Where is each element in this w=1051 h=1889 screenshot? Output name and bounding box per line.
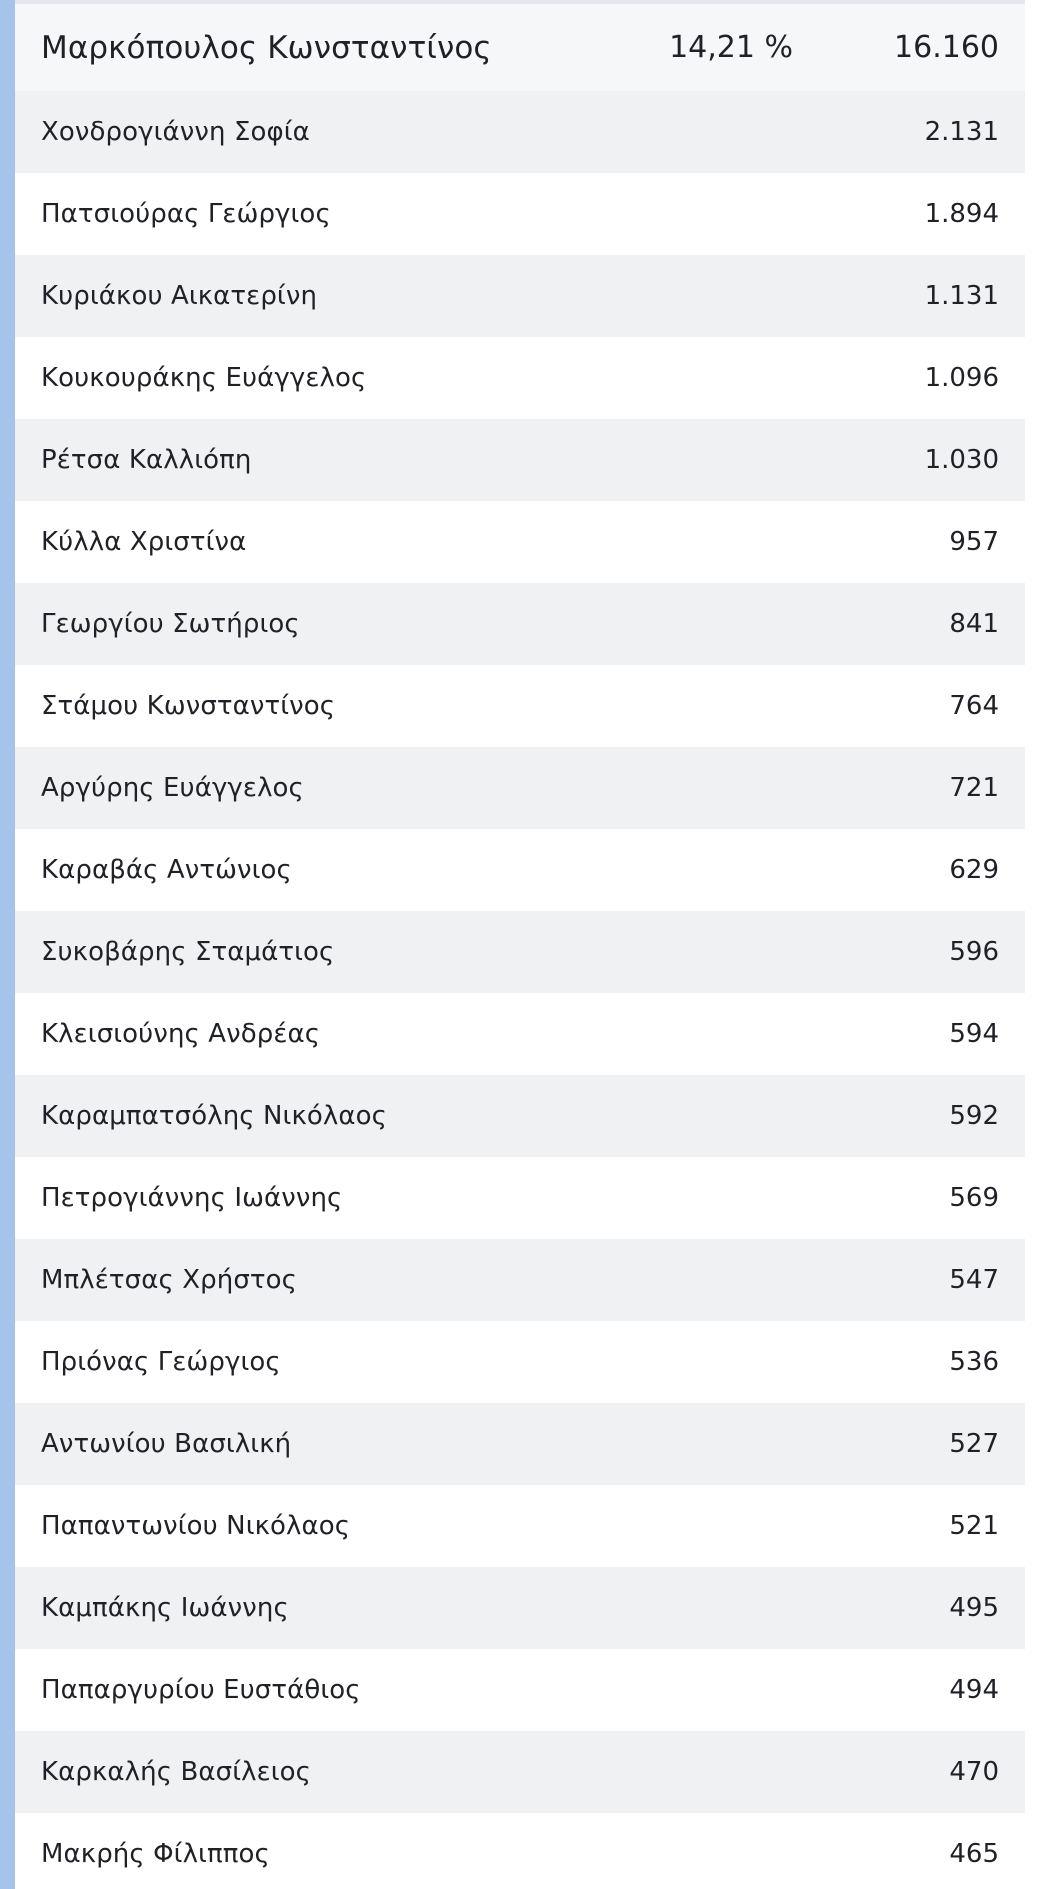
candidate-votes: 521 [949,1511,999,1541]
table-row[interactable] [15,993,1025,1075]
candidate-votes: 470 [949,1757,999,1787]
candidate-votes: 1.096 [924,363,999,393]
candidate-votes: 569 [949,1183,999,1213]
candidate-name: Μακρής Φίλιππος [41,1839,270,1869]
candidate-votes: 2.131 [924,117,999,147]
leader-row[interactable] [15,4,1025,91]
candidate-name: Κλεισιούνης Ανδρέας [41,1019,321,1049]
candidate-name: Κύλλα Χριστίνα [41,527,247,557]
candidate-name: Παπαντωνίου Νικόλαος [41,1511,351,1541]
candidate-votes: 1.030 [924,445,999,475]
candidate-votes: 465 [949,1839,999,1869]
candidate-votes: 527 [949,1429,999,1459]
table-row[interactable] [15,1567,1025,1649]
candidate-name: Αργύρης Ευάγγελος [41,773,304,803]
table-row[interactable] [15,1649,1025,1731]
candidate-votes: 495 [949,1593,999,1623]
table-row[interactable] [15,91,1025,173]
table-row[interactable] [15,911,1025,993]
candidate-votes: 841 [949,609,999,639]
candidate-votes: 1.131 [924,281,999,311]
candidate-votes: 764 [949,691,999,721]
candidate-votes: 547 [949,1265,999,1295]
table-row[interactable] [15,1403,1025,1485]
candidate-name: Γεωργίου Σωτήριος [41,609,300,639]
candidate-name: Χονδρογιάννη Σοφία [41,117,310,147]
table-row[interactable] [15,255,1025,337]
table-row[interactable] [15,1485,1025,1567]
candidate-name: Καραμπατσόλης Νικόλαος [41,1101,387,1131]
candidate-name: Καμπάκης Ιωάννης [41,1593,289,1623]
table-row[interactable] [15,419,1025,501]
candidate-votes: 1.894 [924,199,999,229]
candidate-name: Καραβάς Αντώνιος [41,855,292,885]
leader-votes: 16.160 [894,30,999,65]
candidate-name: Παπαργυρίου Ευστάθιος [41,1675,361,1705]
candidate-name: Ρέτσα Καλλιόπη [41,445,252,475]
candidate-name: Κουκουράκης Ευάγγελος [41,363,367,393]
table-row[interactable] [15,583,1025,665]
candidate-name: Στάμου Κωνσταντίνος [41,691,336,721]
table-row[interactable] [15,501,1025,583]
candidate-votes: 957 [949,527,999,557]
table-row[interactable] [15,747,1025,829]
table-row[interactable] [15,1157,1025,1239]
candidate-votes: 596 [949,937,999,967]
candidate-name: Καρκαλής Βασίλειος [41,1757,312,1787]
leader-percent: 14,21 % [669,30,793,65]
table-row[interactable] [15,1813,1025,1889]
candidate-name: Πετρογιάννης Ιωάννης [41,1183,343,1213]
candidate-votes: 592 [949,1101,999,1131]
candidate-name: Συκοβάρης Σταμάτιος [41,937,335,967]
accent-bar [0,0,15,1889]
candidate-votes: 594 [949,1019,999,1049]
candidate-votes: 721 [949,773,999,803]
table-row[interactable] [15,665,1025,747]
table-row[interactable] [15,337,1025,419]
candidate-name: Κυριάκου Αικατερίνη [41,281,318,311]
table-row[interactable] [15,173,1025,255]
candidate-votes: 494 [949,1675,999,1705]
candidate-name: Πατσιούρας Γεώργιος [41,199,331,229]
table-row[interactable] [15,1239,1025,1321]
candidate-results-table [15,4,1025,1889]
table-row[interactable] [15,829,1025,911]
table-row[interactable] [15,1321,1025,1403]
candidate-votes: 536 [949,1347,999,1377]
candidate-name: Μπλέτσας Χρήστος [41,1265,298,1295]
candidate-name: Αντωνίου Βασιλική [41,1429,292,1459]
candidate-name: Πριόνας Γεώργιος [41,1347,281,1377]
table-row[interactable] [15,1075,1025,1157]
leader-name: Μαρκόπουλος Κωνσταντίνος [41,29,492,66]
candidate-votes: 629 [949,855,999,885]
table-row[interactable] [15,1731,1025,1813]
